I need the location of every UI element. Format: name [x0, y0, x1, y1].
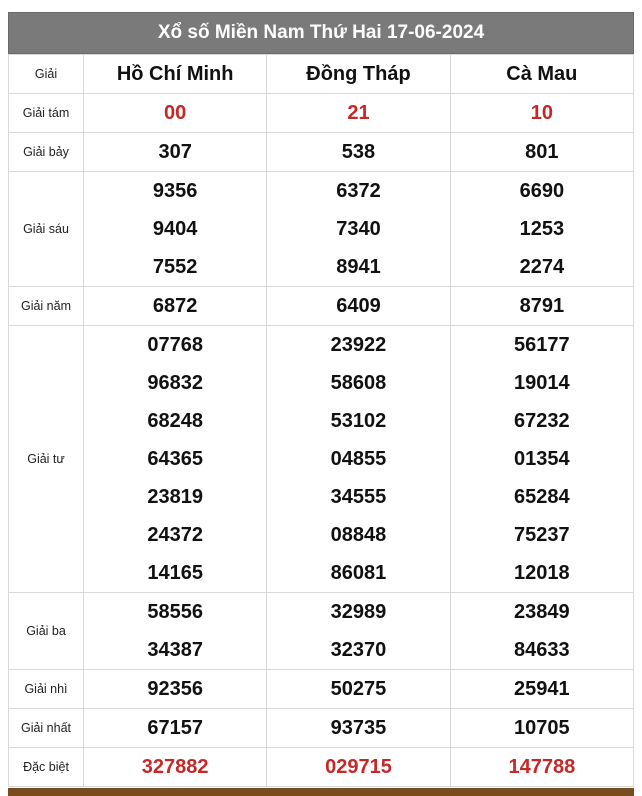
prize-cell	[267, 593, 450, 670]
prize-cell	[84, 593, 267, 670]
prize-cell	[267, 326, 450, 593]
prize-number: 56177	[514, 334, 570, 356]
prize-number: 14165	[147, 562, 203, 584]
prize-number: 25941	[514, 678, 570, 700]
prize-label: Giải sáu	[9, 172, 84, 287]
prize-cell	[267, 172, 450, 287]
prize-number: 21	[347, 102, 370, 124]
prize-number: 6872	[152, 295, 198, 317]
prize-cell	[450, 326, 633, 593]
prize-cell	[84, 748, 267, 787]
province-ho-chi-minh: Hồ Chí Minh	[84, 55, 267, 94]
results-container	[8, 12, 634, 787]
prize-number: 8791	[519, 295, 565, 317]
prize-number: 6372	[336, 180, 381, 202]
prize-number: 93735	[330, 717, 387, 739]
prize-number: 23922	[330, 334, 387, 356]
prize-cell	[267, 287, 450, 326]
prize-number: 23819	[147, 486, 203, 508]
prize-label: Giải tám	[9, 94, 84, 133]
prize-number: 9356	[152, 180, 198, 202]
prize-number: 6409	[336, 295, 381, 317]
prize-row	[9, 287, 634, 326]
prize-cell	[267, 94, 450, 133]
prize-label: Giải nhì	[9, 670, 84, 709]
prize-cell	[450, 593, 633, 670]
prize-number: 04855	[330, 448, 387, 470]
prize-number: 68248	[147, 410, 203, 432]
prize-cell	[450, 287, 633, 326]
prize-number: 7340	[336, 218, 381, 240]
prize-number: 86081	[330, 562, 387, 584]
prize-number: 00	[164, 102, 187, 124]
prize-number: 64365	[147, 448, 203, 470]
prize-number: 01354	[514, 448, 570, 470]
prize-cell	[84, 287, 267, 326]
prize-number: 12018	[514, 562, 570, 584]
prize-number: 58608	[330, 372, 387, 394]
prize-cell	[450, 748, 633, 787]
prize-row	[9, 709, 634, 748]
prize-number: 307	[158, 141, 192, 163]
prize-number: 8941	[336, 256, 381, 278]
prize-number: 10705	[514, 717, 570, 739]
prize-label: Giải bảy	[9, 133, 84, 172]
prize-number: 34555	[330, 486, 387, 508]
prize-row	[9, 94, 634, 133]
prize-cell	[267, 748, 450, 787]
prize-number: 96832	[147, 372, 203, 394]
page-title: Xổ số Miền Nam Thứ Hai 17-06-2024	[8, 12, 634, 54]
prize-row	[9, 172, 634, 287]
prize-number: 75237	[514, 524, 570, 546]
footer-bar	[8, 788, 634, 796]
province-ca-mau: Cà Mau	[450, 55, 633, 94]
prize-number: 1253	[519, 218, 565, 240]
prize-cell	[84, 326, 267, 593]
prize-row	[9, 748, 634, 787]
prize-cell	[267, 670, 450, 709]
prize-number: 029715	[325, 756, 392, 778]
header-row	[9, 55, 634, 94]
prize-number: 32989	[330, 601, 387, 623]
prize-number: 65284	[514, 486, 570, 508]
prize-number: 10	[530, 102, 553, 124]
prize-cell	[84, 133, 267, 172]
prize-cell	[450, 94, 633, 133]
province-dong-thap: Đồng Tháp	[267, 55, 450, 94]
prize-number: 92356	[147, 678, 203, 700]
prize-row	[9, 326, 634, 593]
prize-number: 327882	[141, 756, 209, 778]
results-table	[8, 54, 634, 787]
prize-label: Đặc biệt	[9, 748, 84, 787]
prize-number: 58556	[147, 601, 203, 623]
prize-number: 19014	[514, 372, 570, 394]
prize-cell	[267, 709, 450, 748]
prize-cell	[450, 172, 633, 287]
prize-label: Giải nhất	[9, 709, 84, 748]
prize-number: 6690	[519, 180, 565, 202]
prize-number: 50275	[330, 678, 387, 700]
prize-number: 67232	[514, 410, 570, 432]
prize-label: Giải tư	[9, 326, 84, 593]
prize-row	[9, 133, 634, 172]
prize-number: 84633	[514, 639, 570, 661]
prize-number: 9404	[152, 218, 198, 240]
prize-number: 67157	[147, 717, 203, 739]
prize-row	[9, 593, 634, 670]
prize-number: 24372	[147, 524, 203, 546]
prize-number: 801	[525, 141, 559, 163]
prize-cell	[84, 709, 267, 748]
prize-number: 07768	[147, 334, 203, 356]
prize-number: 7552	[152, 256, 198, 278]
prize-number: 538	[341, 141, 376, 163]
prize-cell	[450, 709, 633, 748]
header-label: Giải	[9, 55, 84, 94]
prize-number: 34387	[147, 639, 203, 661]
prize-label: Giải năm	[9, 287, 84, 326]
prize-cell	[84, 94, 267, 133]
prize-number: 2274	[519, 256, 565, 278]
prize-cell	[84, 172, 267, 287]
prize-cell	[267, 133, 450, 172]
prize-number: 53102	[330, 410, 387, 432]
results-table-body	[9, 55, 634, 787]
prize-row	[9, 670, 634, 709]
prize-label: Giải ba	[9, 593, 84, 670]
prize-number: 08848	[330, 524, 387, 546]
prize-number: 23849	[514, 601, 570, 623]
prize-cell	[450, 670, 633, 709]
prize-number: 147788	[508, 756, 576, 778]
prize-cell	[84, 670, 267, 709]
prize-number: 32370	[330, 639, 387, 661]
prize-cell	[450, 133, 633, 172]
